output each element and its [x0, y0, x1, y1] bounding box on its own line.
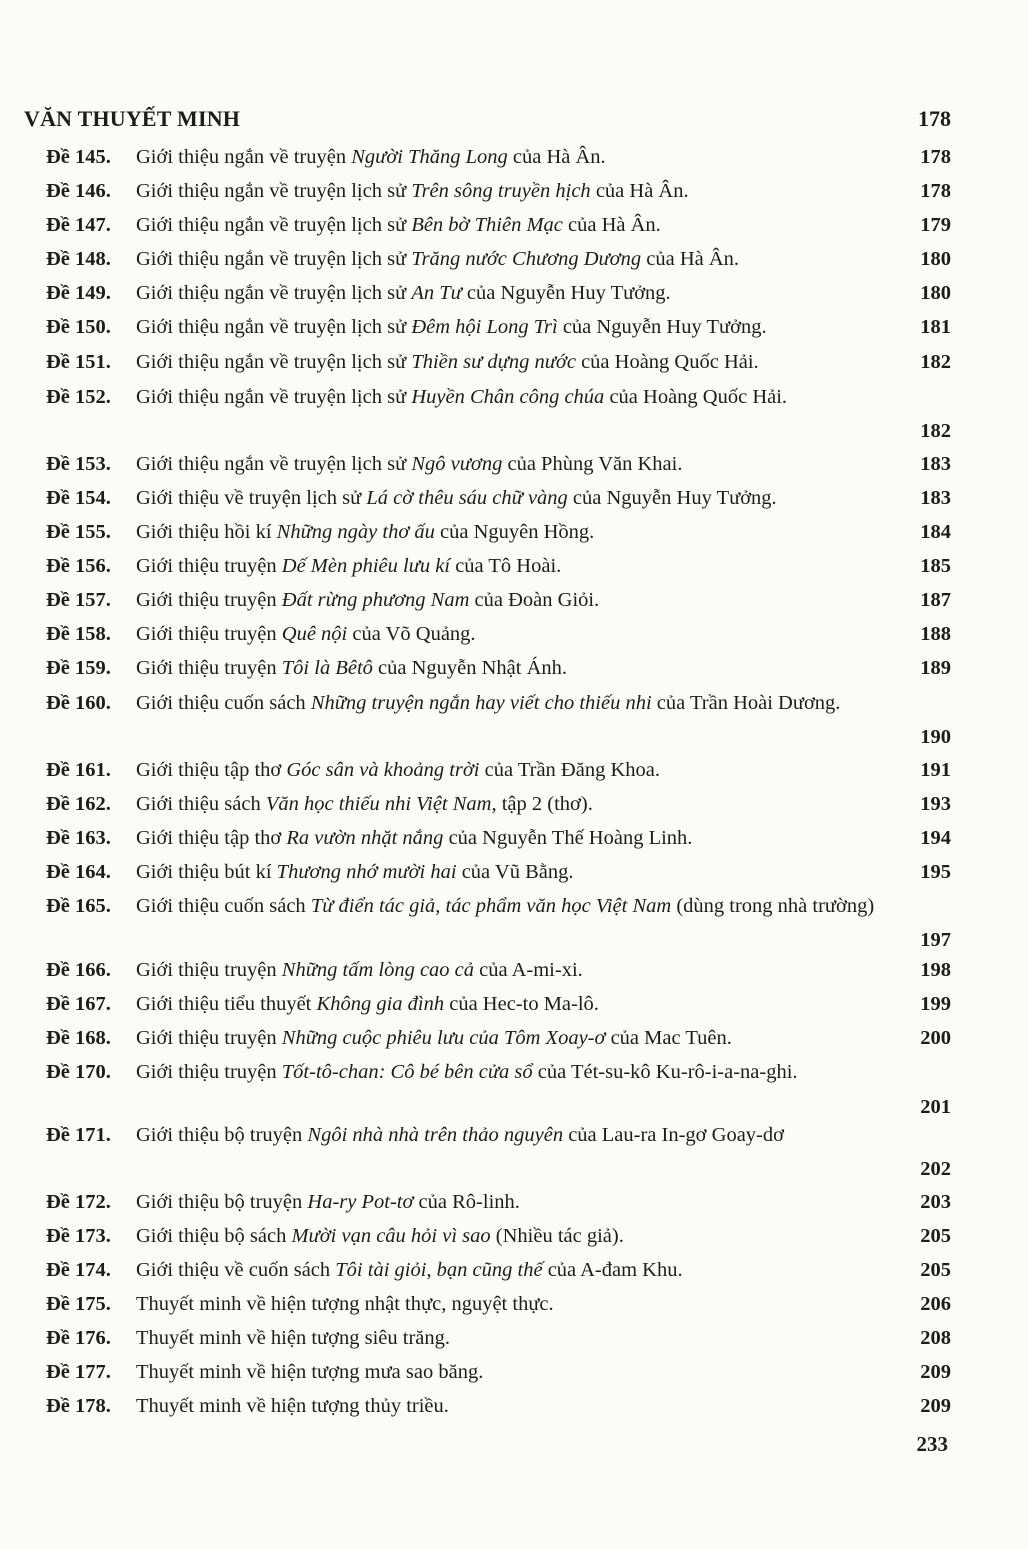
toc-entry-suffix: của A-đam Khu.: [542, 1259, 683, 1281]
toc-entry-prefix: Giới thiệu cuốn sách: [136, 692, 311, 714]
toc-entry-label: Đề 157.: [46, 589, 111, 611]
toc-entry-suffix: tập 2 (thơ).: [496, 793, 593, 815]
toc-entry-prefix: Giới thiệu bút kí: [136, 861, 277, 883]
toc-entry-work-title: Từ điển tác giả, tác phẩm văn học Việt Nam: [310, 895, 672, 917]
toc-entry-page: 181: [920, 316, 951, 338]
toc-entry-work-title: Những tấm lòng cao cả: [281, 959, 475, 981]
toc-entry-label: Đề 168.: [46, 1027, 111, 1049]
toc-entry-suffix: của Rô-linh.: [413, 1191, 520, 1213]
toc-entry-work-title: An Tư: [411, 282, 462, 304]
toc-entry-work-title: Huyền Chân công chúa: [411, 386, 605, 408]
toc-entry-prefix: Thuyết minh về hiện tượng thủy triều.: [136, 1395, 449, 1417]
toc-entry-page: 178: [920, 146, 951, 168]
toc-entry-prefix: Giới thiệu truyện: [136, 589, 282, 611]
toc-entry-page: 188: [920, 623, 951, 645]
toc-entry-text: [136, 515, 901, 549]
toc-entry-text: [136, 345, 901, 379]
section-heading: VĂN THUYẾT MINH: [24, 106, 241, 131]
toc-entry-page: 200: [920, 1027, 951, 1049]
toc-entry-page: 194: [920, 827, 951, 849]
toc-entry-label: Đề 162.: [46, 793, 111, 815]
toc-entry-label: Đề 176.: [46, 1327, 111, 1349]
toc-entry-page: 193: [920, 793, 951, 815]
toc-entry-label: Đề 175.: [46, 1293, 111, 1315]
toc-entry-page: 195: [920, 861, 951, 883]
toc-entry-text: [136, 1219, 901, 1253]
toc-entry-suffix: của Trần Hoài Dương.: [651, 692, 841, 714]
toc-entry-suffix: (Nhiều tác giả).: [490, 1225, 624, 1247]
toc-entry-text: [136, 855, 901, 889]
toc-entry-text: [136, 481, 901, 515]
toc-entry-label: Đề 172.: [46, 1191, 111, 1213]
toc-entry-suffix: của Mac Tuên.: [605, 1027, 732, 1049]
toc-entry-prefix: Giới thiệu truyện: [136, 1061, 282, 1083]
toc-entry-work-title: Trăng nước Chương Dương: [411, 248, 642, 270]
toc-entry-label: Đề 173.: [46, 1225, 111, 1247]
toc-entry-suffix: của Nguyễn Nhật Ánh.: [372, 657, 568, 679]
toc-entry-prefix: Giới thiệu ngắn về truyện lịch sử: [136, 180, 412, 202]
toc-entry-page: 205: [920, 1225, 951, 1247]
toc-entry-label: Đề 177.: [46, 1361, 111, 1383]
toc-entry-page: 183: [920, 453, 951, 475]
toc-entry-text: [136, 1355, 901, 1389]
toc-entry-label: Đề 164.: [46, 861, 111, 883]
toc-entry-label: Đề 149.: [46, 282, 111, 304]
toc-entry-page: 182: [920, 420, 951, 442]
toc-entry-work-title: Những cuộc phiêu lưu của Tôm Xoay-ơ: [281, 1027, 606, 1049]
toc-entry-page: 201: [920, 1096, 951, 1118]
toc-entry-label: Đề 165.: [46, 895, 111, 917]
toc-entry-text: [136, 208, 901, 242]
toc-entry-label: Đề 145.: [46, 146, 111, 168]
toc-entry-prefix: Giới thiệu về truyện lịch sử: [136, 487, 367, 509]
toc-entry-text: [136, 1021, 901, 1055]
toc-entry-suffix: của Nguyễn Thế Hoàng Linh.: [443, 827, 693, 849]
toc-entry-page: 185: [920, 555, 951, 577]
toc-entry-suffix: của Hà Ân.: [507, 146, 606, 168]
toc-entry-text: [136, 310, 901, 344]
toc-entry-prefix: Giới thiệu cuốn sách: [136, 895, 311, 917]
toc-entry-label: Đề 158.: [46, 623, 111, 645]
toc-entry-label: Đề 151.: [46, 351, 111, 373]
toc-entry-label: Đề 148.: [46, 248, 111, 270]
toc-entry-prefix: Giới thiệu ngắn về truyện lịch sử: [136, 248, 412, 270]
toc-entry-page: 208: [920, 1327, 951, 1349]
toc-entry-page: 178: [920, 180, 951, 202]
toc-entry-work-title: Quê nội: [281, 623, 348, 645]
toc-entry-work-title: Ngô vương: [411, 453, 503, 475]
toc-entry-text: [136, 276, 901, 310]
toc-entry-label: Đề 154.: [46, 487, 111, 509]
toc-entry-prefix: Giới thiệu ngắn về truyện: [136, 146, 352, 168]
toc-entry-text: [136, 549, 901, 583]
toc-entry-suffix: của Hoàng Quốc Hải.: [575, 351, 759, 373]
toc-entry-label: Đề 153.: [46, 453, 111, 475]
toc-entry-page: 182: [920, 351, 951, 373]
toc-entry-prefix: Giới thiệu hồi kí: [136, 521, 277, 543]
toc-entry-page: 179: [920, 214, 951, 236]
toc-entry-suffix: của Tô Hoài.: [450, 555, 562, 577]
toc-entry-page: 197: [920, 929, 951, 951]
toc-entry-label: Đề 150.: [46, 316, 111, 338]
toc-entry-page: 189: [920, 657, 951, 679]
toc-entry-text: [136, 753, 901, 787]
toc-entry-text: [136, 617, 901, 651]
toc-entry-prefix: Giới thiệu truyện: [136, 959, 282, 981]
toc-entry-prefix: Giới thiệu truyện: [136, 623, 282, 645]
toc-entry-page: 199: [920, 993, 951, 1015]
toc-entry-prefix: Giới thiệu tập thơ: [136, 827, 287, 849]
toc-entry-prefix: Thuyết minh về hiện tượng mưa sao băng.: [136, 1361, 484, 1383]
toc-entry-label: Đề 171.: [46, 1124, 111, 1146]
toc-entry-page: 209: [920, 1361, 951, 1383]
toc-entry-work-title: Ra vườn nhặt nắng: [286, 827, 444, 849]
toc-entry-page: 206: [920, 1293, 951, 1315]
toc-entry-text: [136, 889, 901, 923]
toc-entry-prefix: Giới thiệu truyện: [136, 555, 282, 577]
toc-entry-page: 191: [920, 759, 951, 781]
toc-entry-prefix: Giới thiệu ngắn về truyện lịch sử: [136, 282, 412, 304]
toc-entry-prefix: Giới thiệu sách: [136, 793, 266, 815]
toc-entry-page: 183: [920, 487, 951, 509]
toc-entry-page: 187: [920, 589, 951, 611]
toc-entry-work-title: Những truyện ngắn hay viết cho thiếu nhi: [310, 692, 652, 714]
toc-entry-work-title: Tôi tài giỏi, bạn cũng thế: [335, 1259, 543, 1281]
toc-entry-work-title: Bên bờ Thiên Mạc: [411, 214, 563, 236]
toc-entry-page: 184: [920, 521, 951, 543]
toc-entry-work-title: Lá cờ thêu sáu chữ vàng: [366, 487, 568, 509]
toc-entry-label: Đề 159.: [46, 657, 111, 679]
toc-entry-suffix: của Hec-to Ma-lô.: [444, 993, 599, 1015]
toc-entry-label: Đề 155.: [46, 521, 111, 543]
toc-entry-suffix: của Phùng Văn Khai.: [502, 453, 683, 475]
toc-entry-work-title: Góc sân và khoảng trời: [286, 759, 480, 781]
toc-entry-label: Đề 161.: [46, 759, 111, 781]
toc-entry-suffix: của A-mi-xi.: [474, 959, 583, 981]
toc-entry-label: Đề 156.: [46, 555, 111, 577]
toc-entry-suffix: của Hà Ân.: [641, 248, 740, 270]
toc-entry-text: [136, 583, 901, 617]
toc-entry-label: Đề 146.: [46, 180, 111, 202]
toc-entry-suffix: của Lau-ra In-gơ Goay-dơ: [563, 1124, 784, 1146]
toc-entry-work-title: Trên sông truyền hịch: [411, 180, 591, 202]
toc-entry-suffix: của Hà Ân.: [590, 180, 689, 202]
toc-entry-text: [136, 447, 901, 481]
toc-entry-text: [136, 953, 901, 987]
toc-entry-label: Đề 166.: [46, 959, 111, 981]
toc-entry-text: [136, 987, 901, 1021]
toc-entry-prefix: Giới thiệu tập thơ: [136, 759, 287, 781]
toc-entry-prefix: Giới thiệu bộ sách: [136, 1225, 292, 1247]
toc-entry-prefix: Giới thiệu ngắn về truyện lịch sử: [136, 386, 412, 408]
toc-entry-text: [136, 380, 901, 414]
toc-entry-page: 180: [920, 282, 951, 304]
toc-entry-work-title: Đất rừng phương Nam: [281, 589, 470, 611]
toc-entry-prefix: Giới thiệu bộ truyện: [136, 1124, 308, 1146]
toc-entry-prefix: Giới thiệu bộ truyện: [136, 1191, 308, 1213]
toc-entry-text: [136, 821, 901, 855]
toc-entry-prefix: Giới thiệu ngắn về truyện lịch sử: [136, 453, 412, 475]
toc-entry-label: Đề 170.: [46, 1061, 111, 1083]
toc-entry-text: [136, 1287, 901, 1321]
toc-entry-text: [136, 1389, 901, 1423]
toc-entry-text: [136, 1253, 901, 1287]
toc-entry-work-title: Tôi là Bêtô: [281, 657, 373, 679]
toc-entry-work-title: Mười vạn câu hỏi vì sao: [291, 1225, 491, 1247]
toc-entry-prefix: Giới thiệu truyện: [136, 1027, 282, 1049]
toc-entry-prefix: Thuyết minh về hiện tượng nhật thực, nguyệt thực.: [136, 1293, 554, 1315]
toc-entry-label: Đề 178.: [46, 1395, 111, 1417]
toc-entry-page: 205: [920, 1259, 951, 1281]
toc-entry-prefix: Giới thiệu truyện: [136, 657, 282, 679]
toc-entry-work-title: Những ngày thơ ấu: [276, 521, 435, 543]
toc-entry-suffix: của Nguyễn Huy Tưởng.: [461, 282, 671, 304]
toc-entry-text: [136, 1185, 901, 1219]
toc-entry-suffix: (dùng trong nhà trường): [671, 895, 875, 917]
toc-entry-text: [136, 1321, 901, 1355]
toc-entry-text: [136, 174, 901, 208]
toc-entry-page: 190: [920, 726, 951, 748]
toc-entry-label: Đề 147.: [46, 214, 111, 236]
toc-entry-label: Đề 163.: [46, 827, 111, 849]
toc-entry-text: [136, 1118, 901, 1152]
toc-entry-suffix: của Nguyễn Huy Tưởng.: [567, 487, 777, 509]
toc-entry-text: [136, 1055, 901, 1089]
toc-entry-page: 180: [920, 248, 951, 270]
toc-entry-text: [136, 242, 901, 276]
toc-entry-suffix: của Đoàn Giỏi.: [469, 589, 600, 611]
toc-entry-work-title: Thương nhớ mười hai: [276, 861, 457, 883]
toc-entry-prefix: Thuyết minh về hiện tượng siêu trăng.: [136, 1327, 451, 1349]
toc-entry-prefix: Giới thiệu tiểu thuyết: [136, 993, 317, 1015]
toc-entry-label: Đề 167.: [46, 993, 111, 1015]
toc-entry-prefix: Giới thiệu ngắn về truyện lịch sử: [136, 351, 412, 373]
toc-entry-label: Đề 174.: [46, 1259, 111, 1281]
toc-entry-work-title: Đêm hội Long Trì: [411, 316, 558, 338]
toc-entry-suffix: của Nguyễn Huy Tưởng.: [557, 316, 767, 338]
toc-entry-suffix: của Tét-su-kô Ku-rô-i-a-na-ghi.: [532, 1061, 798, 1083]
toc-entry-suffix: của Võ Quảng.: [347, 623, 476, 645]
toc-entry-suffix: của Hoàng Quốc Hải.: [604, 386, 788, 408]
toc-entry-prefix: Giới thiệu về cuốn sách: [136, 1259, 336, 1281]
toc-entry-work-title: Người Thăng Long: [351, 146, 508, 168]
toc-entry-text: [136, 686, 901, 720]
toc-entry-text: [136, 651, 901, 685]
toc-entry-label: Đề 160.: [46, 692, 111, 714]
toc-entry-work-title: Ngôi nhà nhà trên thảo nguyên: [307, 1124, 564, 1146]
toc-entry-prefix: Giới thiệu ngắn về truyện lịch sử: [136, 214, 412, 236]
toc-entry-label: Đề 152.: [46, 386, 111, 408]
toc-entry-page: 198: [920, 959, 951, 981]
toc-entry-page: 203: [920, 1191, 951, 1213]
toc-entry-work-title: Tốt-tô-chan: Cô bé bên cửa sổ: [281, 1061, 533, 1083]
toc-entry-suffix: của Hà Ân.: [562, 214, 661, 236]
toc-entry-suffix: của Nguyên Hồng.: [434, 521, 595, 543]
toc-entry-work-title: Không gia đình: [316, 993, 445, 1015]
page-number: 233: [916, 1432, 948, 1456]
toc-entry-page: 202: [920, 1158, 951, 1180]
toc-entry-prefix: Giới thiệu ngắn về truyện lịch sử: [136, 316, 412, 338]
toc-entry-work-title: Văn học thiếu nhi Việt Nam,: [265, 793, 497, 815]
toc-entry-page: 209: [920, 1395, 951, 1417]
toc-entry-work-title: Dế Mèn phiêu lưu kí: [281, 555, 451, 577]
toc-entry-work-title: Thiền sư dựng nước: [411, 351, 576, 373]
section-heading-page: 178: [918, 106, 951, 131]
toc-entry-suffix: của Vũ Bằng.: [456, 861, 574, 883]
toc-entry-text: [136, 787, 901, 821]
toc-entry-text: [136, 140, 901, 174]
toc-entry-work-title: Ha-ry Pot-tơ: [307, 1191, 414, 1213]
toc-entry-suffix: của Trần Đăng Khoa.: [479, 759, 660, 781]
